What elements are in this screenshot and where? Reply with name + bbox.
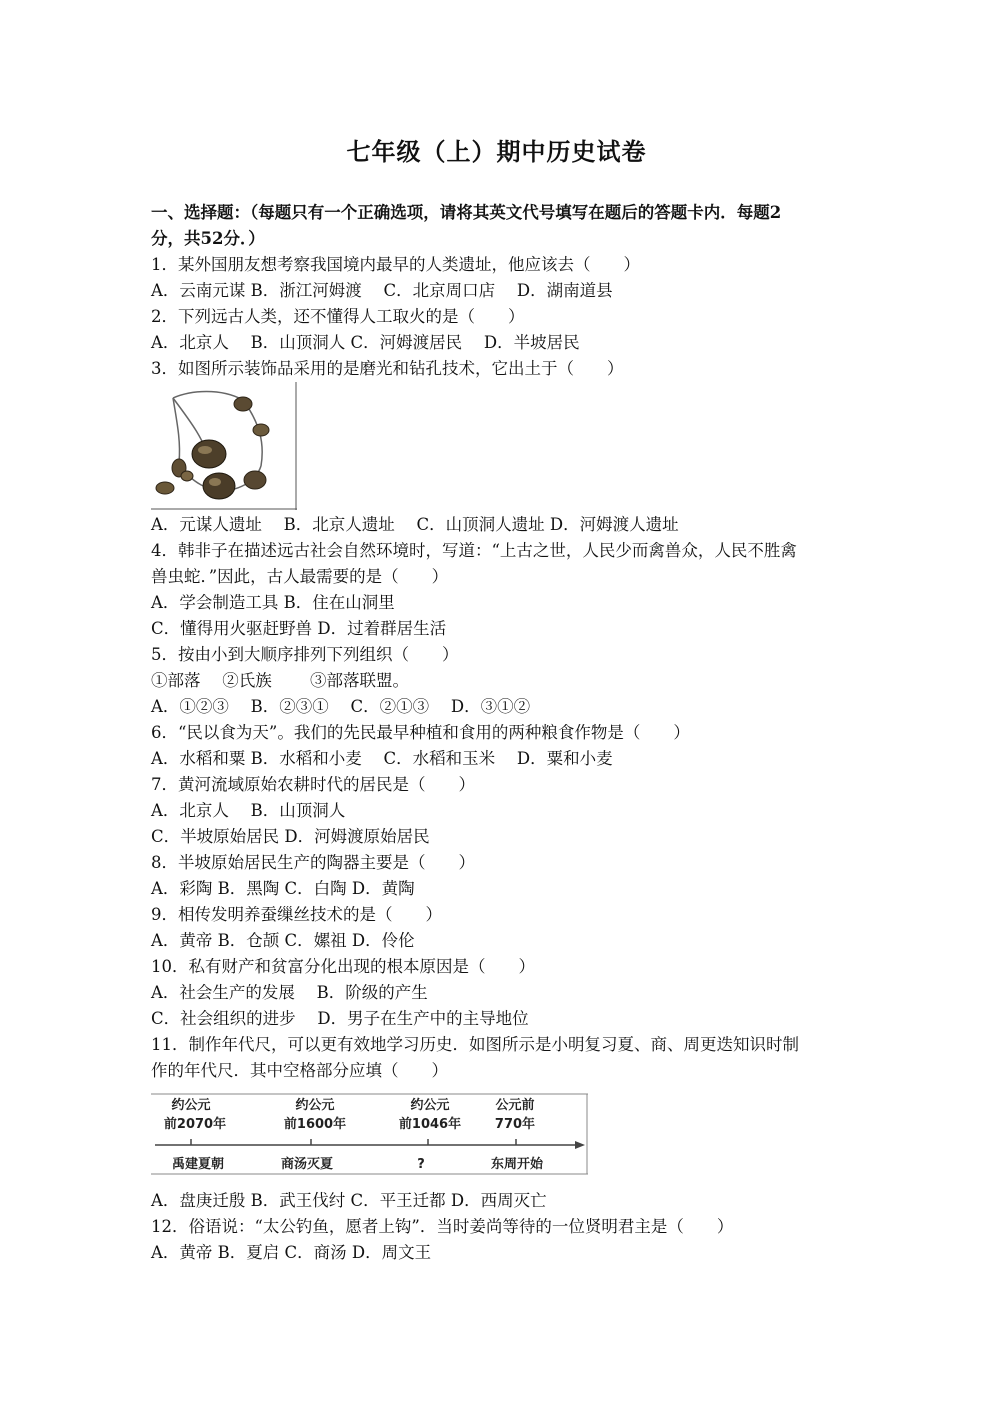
q8-options: A．彩陶 B．黑陶 C．白陶 D．黄陶 xyxy=(151,879,415,898)
timeline-date-bottom-1: 前2070年 xyxy=(163,1117,227,1132)
q10-stem: 10．私有财产和贫富分化出现的根本原因是（ ） xyxy=(151,957,535,976)
timeline-event-4: 东周开始 xyxy=(490,1157,544,1172)
timeline-date-top-2: 约公元 xyxy=(295,1098,335,1113)
timeline-event-1: 禹建夏朝 xyxy=(171,1157,225,1172)
q12-options: A．黄帝 B．夏启 C．商汤 D．周文王 xyxy=(151,1243,432,1262)
q2-options: A．北京人 B．山顶洞人 C．河姆渡居民 D．半坡居民 xyxy=(151,333,580,352)
timeline-date-top-1: 约公元 xyxy=(171,1098,211,1113)
page-title: 七年级（上）期中历史试卷 xyxy=(346,137,647,166)
q4-stem-line1: 4．韩非子在描述远古社会自然环境时，写道：“上古之世，人民少而禽兽众，人民不胜禽 xyxy=(151,541,797,560)
timeline-event-2: 商汤灭夏 xyxy=(280,1157,334,1172)
q3-stem: 3．如图所示装饰品采用的是磨光和钻孔技术，它出土于（ ） xyxy=(151,359,624,378)
timeline-date-bottom-2: 前1600年 xyxy=(283,1117,347,1132)
q11-stem-line2: 作的年代尺．其中空格部分应填（ ） xyxy=(151,1061,448,1080)
q1-stem: 1．某外国朋友想考察我国境内最早的人类遗址，他应该去（ ） xyxy=(151,255,640,274)
q11-options: A．盘庚迁殷 B．武王伐纣 C．平王迁都 D．西周灭亡 xyxy=(151,1191,547,1210)
section-header-line1: 一、选择题：（每题只有一个正确选项，请将其英文代号填写在题后的答题卡内．每题2 xyxy=(151,203,782,222)
q5-options: A．①②③ B．②③① C．②①③ D．③①② xyxy=(151,697,531,716)
q8-stem: 8．半坡原始居民生产的陶器主要是（ ） xyxy=(151,853,475,872)
q9-stem: 9．相传发明养蚕缫丝技术的是（ ） xyxy=(151,905,442,924)
q5-stem: 5．按由小到大顺序排列下列组织（ ） xyxy=(151,645,459,664)
q5-items: ①部落 ②氏族 ③部落联盟。 xyxy=(151,671,409,690)
q3-options: A．元谋人遗址 B．北京人遗址 C．山顶洞人遗址 D．河姆渡人遗址 xyxy=(151,515,679,534)
timeline-date-top-4: 公元前 xyxy=(495,1098,535,1113)
q11-stem-line1: 11．制作年代尺，可以更有效地学习历史．如图所示是小明复习夏、商、周更迭知识时制 xyxy=(151,1035,799,1054)
q10-options-line1: A．社会生产的发展 B．阶级的产生 xyxy=(151,983,428,1002)
q4-options-line1: A．学会制造工具 B．住在山洞里 xyxy=(151,593,395,612)
q7-options-line2: C．半坡原始居民 D．河姆渡原始居民 xyxy=(151,827,430,846)
q1-options: A．云南元谋 B．浙江河姆渡 C．北京周口店 D．湖南道县 xyxy=(151,281,613,300)
q2-stem: 2．下列远古人类，还不懂得人工取火的是（ ） xyxy=(151,307,525,326)
timeline-date-bottom-4: 770年 xyxy=(494,1117,536,1132)
q4-stem-line2: 兽虫蛇．”因此，古人最需要的是（ ） xyxy=(151,567,449,586)
timeline-event-3: ? xyxy=(417,1157,425,1172)
q6-stem: 6．“民以食为天”。我们的先民最早种植和食用的两种粮食作物是（ ） xyxy=(151,723,690,742)
section-header-line2: 分，共52分．） xyxy=(151,229,265,248)
timeline-figure xyxy=(151,1093,588,1175)
q7-stem: 7．黄河流域原始农耕时代的居民是（ ） xyxy=(151,775,475,794)
q12-stem: 12．俗语说：“太公钓鱼，愿者上钩”．当时姜尚等待的一位贤明君主是（ ） xyxy=(151,1217,734,1236)
bead-necklace-photo xyxy=(151,382,297,510)
q7-options-line1: A．北京人 B．山顶洞人 xyxy=(151,801,346,820)
q10-options-line2: C．社会组织的进步 D．男子在生产中的主导地位 xyxy=(151,1009,529,1028)
timeline-date-top-3: 约公元 xyxy=(410,1098,450,1113)
q9-options: A．黄帝 B．仓颉 C．嫘祖 D．伶伦 xyxy=(151,931,415,950)
q6-options: A．水稻和粟 B．水稻和小麦 C．水稻和玉米 D．粟和小麦 xyxy=(151,749,613,768)
q4-options-line2: C．懂得用火驱赶野兽 D．过着群居生活 xyxy=(151,619,447,638)
timeline-date-bottom-3: 前1046年 xyxy=(398,1117,462,1132)
